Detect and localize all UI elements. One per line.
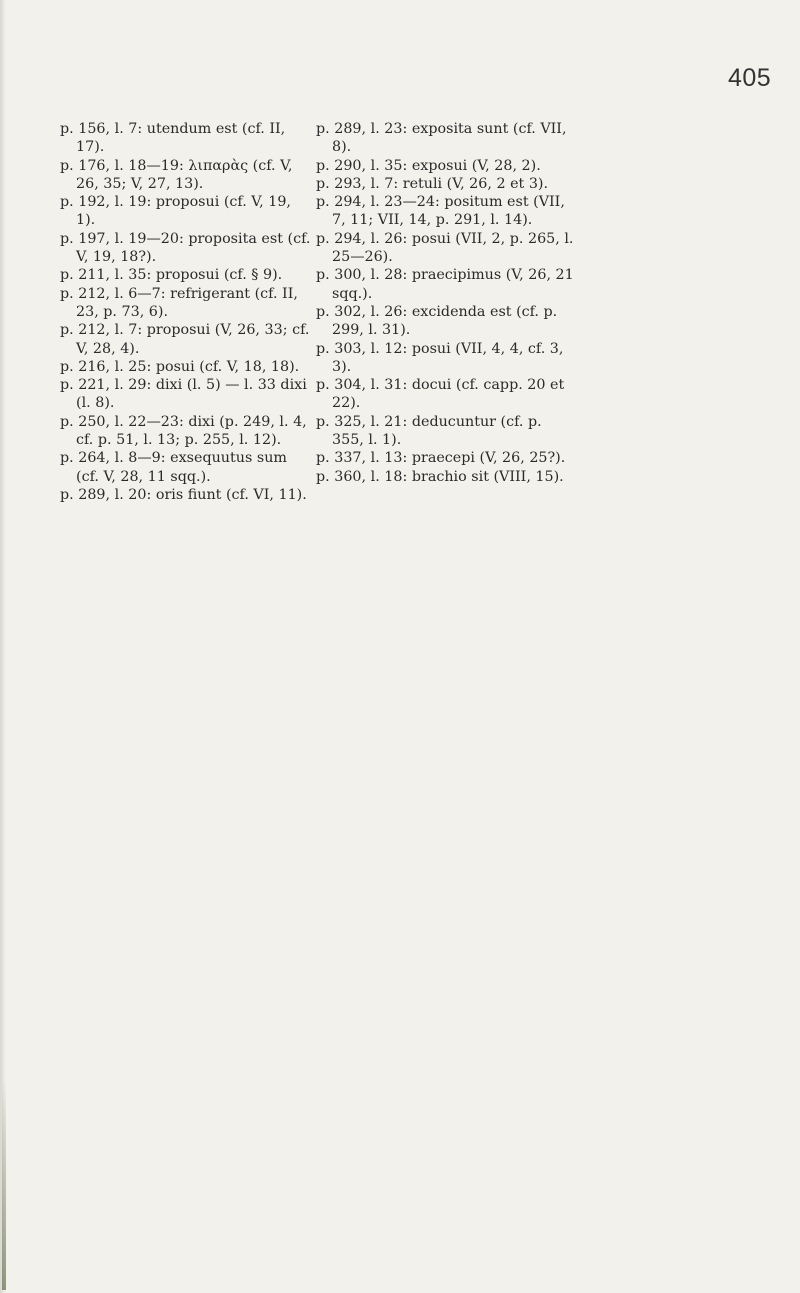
errata-entry: p. 221, l. 29: dixi (l. 5) — l. 33 dixi (l. 8). <box>60 377 307 412</box>
errata-entry: p. 337, l. 13: praecepi (V, 26, 25?). <box>316 450 566 467</box>
errata-entry: p. 212, l. 7: proposui (V, 26, 33; cf. V, 28, 4). <box>60 322 310 357</box>
errata-entry: p. 156, l. 7: utendum est (cf. II, 17). <box>60 121 286 156</box>
errata-entry: p. 289, l. 23: exposita sunt (cf. VII, 8). <box>316 121 567 156</box>
errata-entry: p. 325, l. 21: deducuntur (cf. p. 355, l. 1). <box>316 413 542 449</box>
errata-entry: p. 360, l. 18: brachio sit (VIII, 15). <box>316 468 564 485</box>
errata-entry: p. 303, l. 12: posui (VII, 4, 4, cf. 3, 3). <box>316 340 564 375</box>
errata-entry: p. 302, l. 26: excidenda est (cf. p. 299, l. 31). <box>316 303 558 339</box>
errata-entry: p. 293, l. 7: retuli (V, 26, 2 et 3). <box>316 175 549 192</box>
errata-right-column <box>316 120 578 486</box>
errata-entry: p. 300, l. 28: praecipimus (V, 26, 21 sqq.). <box>316 267 574 302</box>
errata-entry: p. 176, l. 18—19: λιπαρὰς (cf. V, 26, 35; V, 27, 13). <box>60 157 293 192</box>
errata-entry: p. 197, l. 19—20: proposita est (cf. V, 19, 18?). <box>60 230 311 266</box>
errata-entry: p. 264, l. 8—9: exsequutus sum (cf. V, 28, 11 sqq.). <box>60 450 287 485</box>
errata-entry: p. 212, l. 6—7: refrigerant (cf. II, 23, p. 73, 6). <box>60 285 298 320</box>
errata-entry: p. 211, l. 35: proposui (cf. § 9). <box>60 267 283 284</box>
page-number: 405 <box>728 64 772 92</box>
errata-entry: p. 304, l. 31: docui (cf. capp. 20 et 22). <box>316 377 565 412</box>
errata-entry: p. 216, l. 25: posui (cf. V, 18, 18). <box>60 358 300 375</box>
binding-shadow <box>2 1080 6 1290</box>
errata-entry: p. 192, l. 19: proposui (cf. V, 19, 1). <box>60 194 291 229</box>
errata-left-column <box>60 120 312 504</box>
errata-entry: p. 290, l. 35: exposui (V, 28, 2). <box>316 157 541 174</box>
errata-entry: p. 294, l. 26: posui (VII, 2, p. 265, l. 25—26). <box>316 230 574 266</box>
errata-entry: p. 250, l. 22—23: dixi (p. 249, l. 4, cf. p. 51, l. 13; p. 255, l. 12). <box>60 413 307 449</box>
errata-entry: p. 294, l. 23—24: positum est (VII, 7, 11; VII, 14, p. 291, l. 14). <box>316 194 565 229</box>
errata-entry: p. 289, l. 20: oris fiunt (cf. VI, 11). <box>60 486 307 503</box>
